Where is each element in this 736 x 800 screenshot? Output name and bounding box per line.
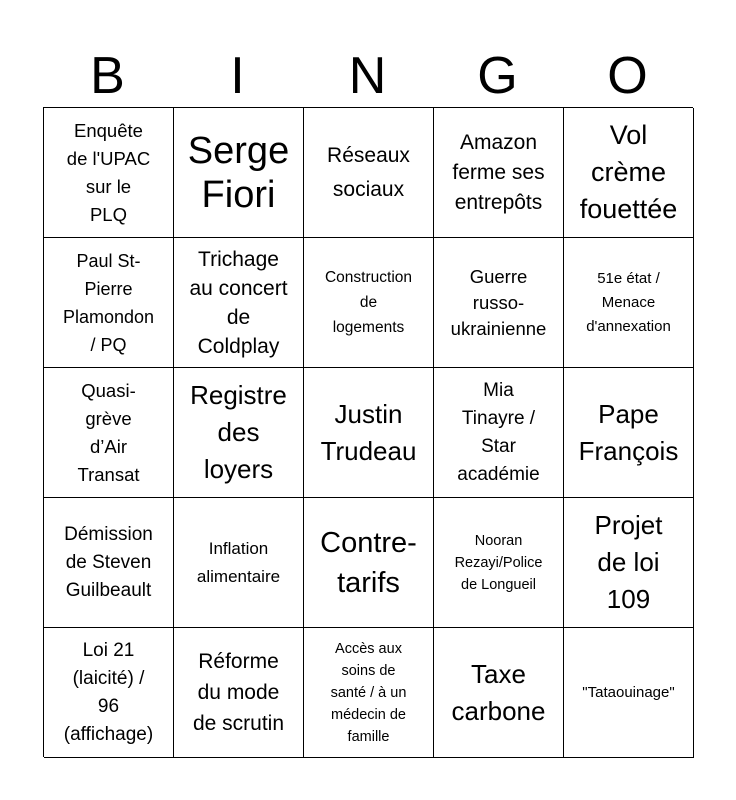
bingo-grid: [43, 107, 693, 757]
cell-text: Réseaux sociaux: [327, 143, 410, 201]
header-letter-i: I: [230, 47, 246, 105]
cell-text: Inflation alimentaire: [196, 538, 281, 586]
bingo-cell[interactable]: [174, 238, 304, 368]
bingo-cell[interactable]: [434, 368, 564, 498]
cell-text: Projet de loi 109: [594, 510, 663, 614]
bingo-cell[interactable]: [44, 498, 174, 628]
cell-text: Justin Trudeau: [320, 398, 417, 466]
bingo-header: [43, 44, 693, 108]
cell-text: Nooran Rezayi/Police de Longueil: [454, 532, 543, 593]
bingo-cell[interactable]: [434, 238, 564, 368]
bingo-cell[interactable]: [564, 368, 694, 498]
bingo-cell[interactable]: [174, 498, 304, 628]
bingo-cell[interactable]: [304, 368, 434, 498]
bingo-cell[interactable]: [564, 238, 694, 368]
bingo-cell[interactable]: [44, 108, 174, 238]
cell-text: Construction de logements: [324, 269, 412, 336]
cell-text: Réforme du mode de scrutin: [192, 650, 285, 735]
cell-text: Quasi- grève d’Air Transat: [77, 379, 140, 485]
cell-text: Démission de Steven Guilbeault: [64, 523, 153, 601]
cell-text: Trichage au concert de Coldplay: [189, 247, 288, 358]
bingo-cell[interactable]: [174, 108, 304, 238]
cell-text: Loi 21 (laicité) / 96 (affichage): [63, 639, 154, 745]
cell-text: Serge Fiori: [187, 129, 290, 216]
bingo-cell[interactable]: [434, 498, 564, 628]
bingo-cell[interactable]: [434, 628, 564, 758]
cell-text: Mia Tinayre / Star académie: [457, 379, 540, 485]
bingo-cell[interactable]: [564, 108, 694, 238]
bingo-cell[interactable]: [174, 368, 304, 498]
cell-text: Contre- tarifs: [320, 526, 417, 599]
bingo-cell[interactable]: [434, 108, 564, 238]
cell-text: Accès aux soins de santé / à un médecin de famille: [330, 640, 407, 745]
bingo-cell[interactable]: [304, 498, 434, 628]
cell-text: Paul St- Pierre Plamondon / PQ: [62, 250, 155, 355]
bingo-cell[interactable]: [304, 628, 434, 758]
cell-text: Vol crème fouettée: [579, 120, 678, 224]
cell-text: Amazon ferme ses entrepôts: [452, 130, 545, 214]
header-letter-o: O: [607, 47, 649, 105]
cell-text: 51e état / Menace d'annexation: [586, 269, 671, 335]
bingo-cell[interactable]: [44, 628, 174, 758]
cell-text: "Tataouinage": [582, 683, 675, 701]
header-letter-b: B: [90, 47, 126, 105]
bingo-cell[interactable]: [564, 498, 694, 628]
cell-text: Pape François: [578, 398, 679, 466]
cell-text: Enquête de l'UPAC sur le PLQ: [66, 119, 151, 225]
bingo-cell[interactable]: [44, 238, 174, 368]
cell-text: Registre des loyers: [190, 380, 287, 484]
header-letter-n: N: [348, 47, 388, 105]
cell-text: Guerre russo- ukrainienne: [450, 265, 547, 339]
header-letter-g: G: [477, 47, 519, 105]
bingo-cell[interactable]: [304, 108, 434, 238]
bingo-cell[interactable]: [304, 238, 434, 368]
bingo-cell[interactable]: [174, 628, 304, 758]
bingo-cell[interactable]: [564, 628, 694, 758]
cell-text: Taxe carbone: [451, 658, 546, 726]
bingo-cell[interactable]: [44, 368, 174, 498]
